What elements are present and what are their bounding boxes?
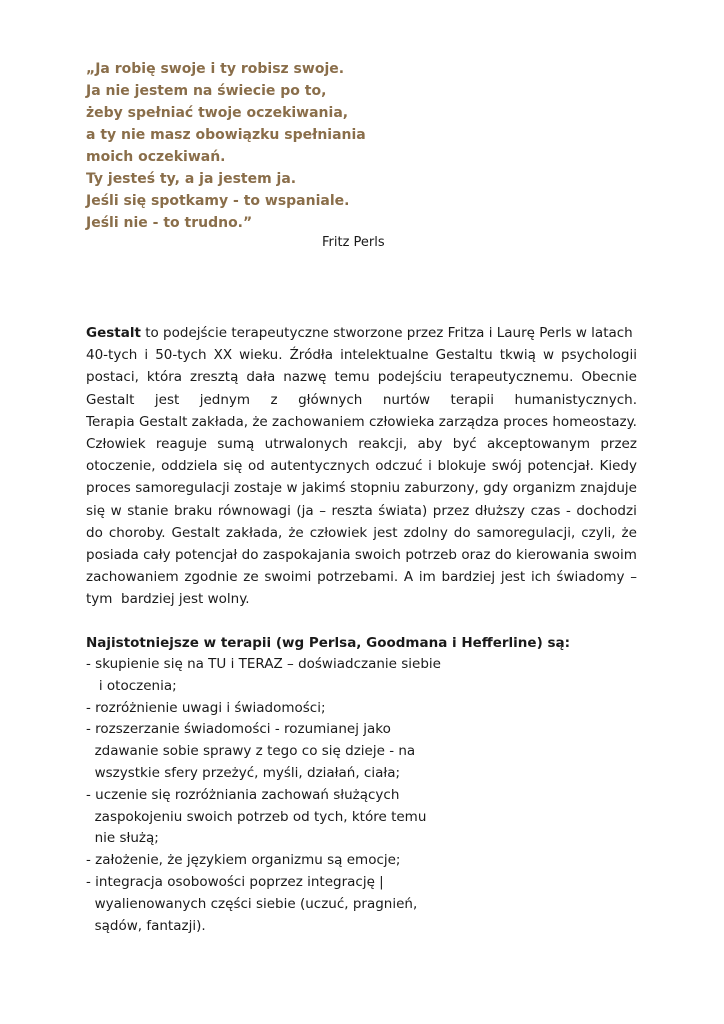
word: organizm <box>512 480 576 497</box>
quote-line: Jeśli się spotkamy - to wspaniale. <box>86 193 350 209</box>
word: Gestaltu <box>435 347 493 364</box>
paragraph-line <box>86 566 637 588</box>
word: znajduje <box>580 480 637 497</box>
word: reakcji, <box>358 435 408 452</box>
word: jest <box>154 391 180 408</box>
word: – <box>319 502 326 519</box>
word: zresztą <box>190 369 239 386</box>
word: z <box>270 391 278 408</box>
word: i <box>428 458 432 475</box>
word: Gestalt <box>86 391 135 408</box>
word: zostaje <box>234 480 283 497</box>
word: dłuższy <box>474 502 526 519</box>
word: proces <box>86 480 131 497</box>
list-line: - rozróżnienie uwagi i świadomości; <box>86 699 326 716</box>
word: A <box>403 569 414 586</box>
word: potencjał <box>174 546 238 563</box>
word: zakłada, <box>225 524 283 541</box>
word: temu <box>334 369 370 386</box>
list-line: wszystkie sfery przeżyć, myśli, działań, ciała; <box>86 764 401 781</box>
word: swoich <box>354 546 401 563</box>
intro-paragraph <box>86 322 637 610</box>
word: blokuje <box>437 458 487 475</box>
word: utrwalonych <box>264 435 348 452</box>
word: że <box>288 524 304 541</box>
paragraph-line <box>86 588 637 610</box>
word: – <box>630 569 637 586</box>
word: ze <box>243 569 259 586</box>
term-gestalt: Gestalt <box>86 325 141 341</box>
word: 40-tych <box>86 347 138 364</box>
word: cały <box>143 546 171 563</box>
paragraph-line <box>86 522 637 544</box>
word: jednym <box>199 391 251 408</box>
quote-line: żeby spełniać twoje oczekiwania, <box>86 105 349 121</box>
paragraph-line <box>86 344 637 366</box>
word: psychologii <box>561 347 637 364</box>
word: reszta <box>331 502 373 519</box>
word: odczuć <box>375 458 423 475</box>
word: dała <box>246 369 276 386</box>
paragraph-line <box>86 433 637 455</box>
word: zaburzony, <box>404 480 479 497</box>
list-line: - założenie, że językiem organizmu są emocje; <box>86 852 401 869</box>
word: posiada <box>86 546 139 563</box>
list-line: wyalienowanych części siebie (uczuć, pragnień, <box>86 895 418 912</box>
word: Obecnie <box>581 369 637 386</box>
word: otoczenie, <box>86 458 156 475</box>
word: zachowaniem <box>86 569 179 586</box>
paragraph-line <box>86 455 637 477</box>
word: im <box>418 569 436 586</box>
word: - <box>565 502 571 519</box>
word: humanistycznych. <box>514 391 637 408</box>
word: autentycznych <box>270 458 370 475</box>
word: wieku. <box>239 347 283 364</box>
word: że <box>252 413 268 430</box>
list-line: - rozszerzanie świadomości - rozumianej jako <box>86 721 391 738</box>
word: człowiek <box>309 524 368 541</box>
word: czyli, <box>581 524 616 541</box>
word: (ja <box>296 502 314 519</box>
paragraph-line <box>86 477 637 499</box>
word: potencjał. <box>527 458 594 475</box>
word: świadomy <box>556 569 625 586</box>
paragraph-line <box>86 322 637 344</box>
word: do <box>86 524 103 541</box>
word: 50-tych <box>155 347 207 364</box>
list-line: - integracja osobowości poprzez integrację | <box>86 873 384 890</box>
word: potrzebami. <box>317 569 399 586</box>
word: jakimś <box>301 480 346 497</box>
list-line: zaspokojeniu swoich potrzeb od tych, które temu <box>86 808 427 825</box>
principles-heading: Najistotniejsze w terapii (wg Perlsa, Goodmana i Hefferline) są: <box>86 635 570 651</box>
word: się <box>86 502 106 519</box>
paragraph-line-text <box>86 322 633 344</box>
word: świata) <box>378 502 428 519</box>
word: jest <box>500 569 526 586</box>
word: stopniu <box>350 480 401 497</box>
word: się <box>223 458 243 475</box>
word: być <box>452 435 477 452</box>
word: XX <box>213 347 233 364</box>
word: ich <box>530 569 551 586</box>
word: bardziej <box>441 569 496 586</box>
list-line: - uczenie się rozróżniania zachowań służących <box>86 786 400 803</box>
word: oddziela <box>161 458 218 475</box>
word: przez <box>432 502 470 519</box>
paragraph-line-text: tym bardziej jest wolny. <box>86 591 250 608</box>
word: w <box>110 502 122 519</box>
word: reaguje <box>155 435 207 452</box>
list-line: i otoczenia; <box>86 677 177 694</box>
quote-block <box>86 58 606 234</box>
word: kierowania <box>516 546 590 563</box>
word: stanie <box>127 502 169 519</box>
quote-line: Ja nie jestem na świecie po to, <box>86 83 327 99</box>
word: jest <box>373 524 398 541</box>
list-line: sądów, fantazji). <box>86 917 206 934</box>
word: człowieka <box>368 413 435 430</box>
intro-line-0: to podejście terapeutyczne stworzone przez Fritza i Laurę Perls w latach <box>140 325 633 341</box>
paragraph-line <box>86 544 637 566</box>
word: terapeutycznemu. <box>449 369 574 386</box>
word: Źródła <box>289 347 334 364</box>
word: sumą <box>217 435 255 452</box>
word: aby <box>417 435 443 452</box>
quote-line: Jeśli nie - to trudno.” <box>86 215 253 231</box>
word: Gestalt <box>138 413 188 430</box>
word: Kiedy <box>599 458 637 475</box>
word: do <box>453 524 471 541</box>
word: równowagi <box>217 502 291 519</box>
word: Człowiek <box>86 435 146 452</box>
word: braku <box>173 502 213 519</box>
word: samoregulacji <box>135 480 230 497</box>
quote-line: Ty jesteś ty, a ja jestem ja. <box>86 171 297 187</box>
word: w <box>286 480 298 497</box>
word: że <box>621 524 637 541</box>
word: przez <box>600 435 637 452</box>
word: Gestalt <box>171 524 220 541</box>
word: zarządza <box>438 413 499 430</box>
word: postaci, <box>86 369 139 386</box>
principles-list <box>86 654 646 937</box>
word: i <box>144 347 149 364</box>
list-line: zdawanie sobie sprawy z tego co się dzieje - na <box>86 743 416 760</box>
quote-line: a ty nie masz obowiązku spełniania <box>86 127 366 143</box>
word: akceptowanym <box>487 435 590 452</box>
word: gdy <box>483 480 509 497</box>
word: intelektualne <box>340 347 429 364</box>
word: nazwę <box>283 369 327 386</box>
quote-line: „Ja robię swoje i ty robisz swoje. <box>86 61 345 77</box>
word: do <box>241 546 259 563</box>
list-line: - skupienie się na TU i TERAZ – doświadczanie siebie <box>86 656 441 672</box>
word: tkwią <box>499 347 536 364</box>
paragraph-line <box>86 366 637 388</box>
word: swój <box>491 458 522 475</box>
word: zgodnie <box>184 569 238 586</box>
word: od <box>247 458 265 475</box>
paragraph-line <box>86 411 637 433</box>
word: swoimi <box>264 569 312 586</box>
word: dochodzi <box>576 502 637 519</box>
word: głównych <box>298 391 363 408</box>
quote-author: Fritz Perls <box>322 235 385 250</box>
word: zachowaniem <box>272 413 365 430</box>
paragraph-line <box>86 500 637 522</box>
word: do <box>494 546 512 563</box>
word: terapii <box>450 391 495 408</box>
word: zdolny <box>403 524 448 541</box>
word: która <box>146 369 183 386</box>
word: potrzeb <box>405 546 457 563</box>
word: zaspokajania <box>262 546 351 563</box>
word: homeostazy. <box>552 413 637 430</box>
word: w <box>542 347 554 364</box>
word: zakłada, <box>191 413 249 430</box>
paragraph-line <box>86 389 637 411</box>
list-line: nie służą; <box>86 830 159 847</box>
word: proces <box>503 413 549 430</box>
word: podejściu <box>377 369 442 386</box>
word: oraz <box>461 546 491 563</box>
word: swoim <box>593 546 637 563</box>
word: nurtów <box>382 391 431 408</box>
word: samoregulacji, <box>476 524 576 541</box>
quote-line: moich oczekiwań. <box>86 149 226 165</box>
word: choroby. <box>108 524 166 541</box>
word: czas <box>530 502 561 519</box>
word: Terapia <box>86 413 135 430</box>
